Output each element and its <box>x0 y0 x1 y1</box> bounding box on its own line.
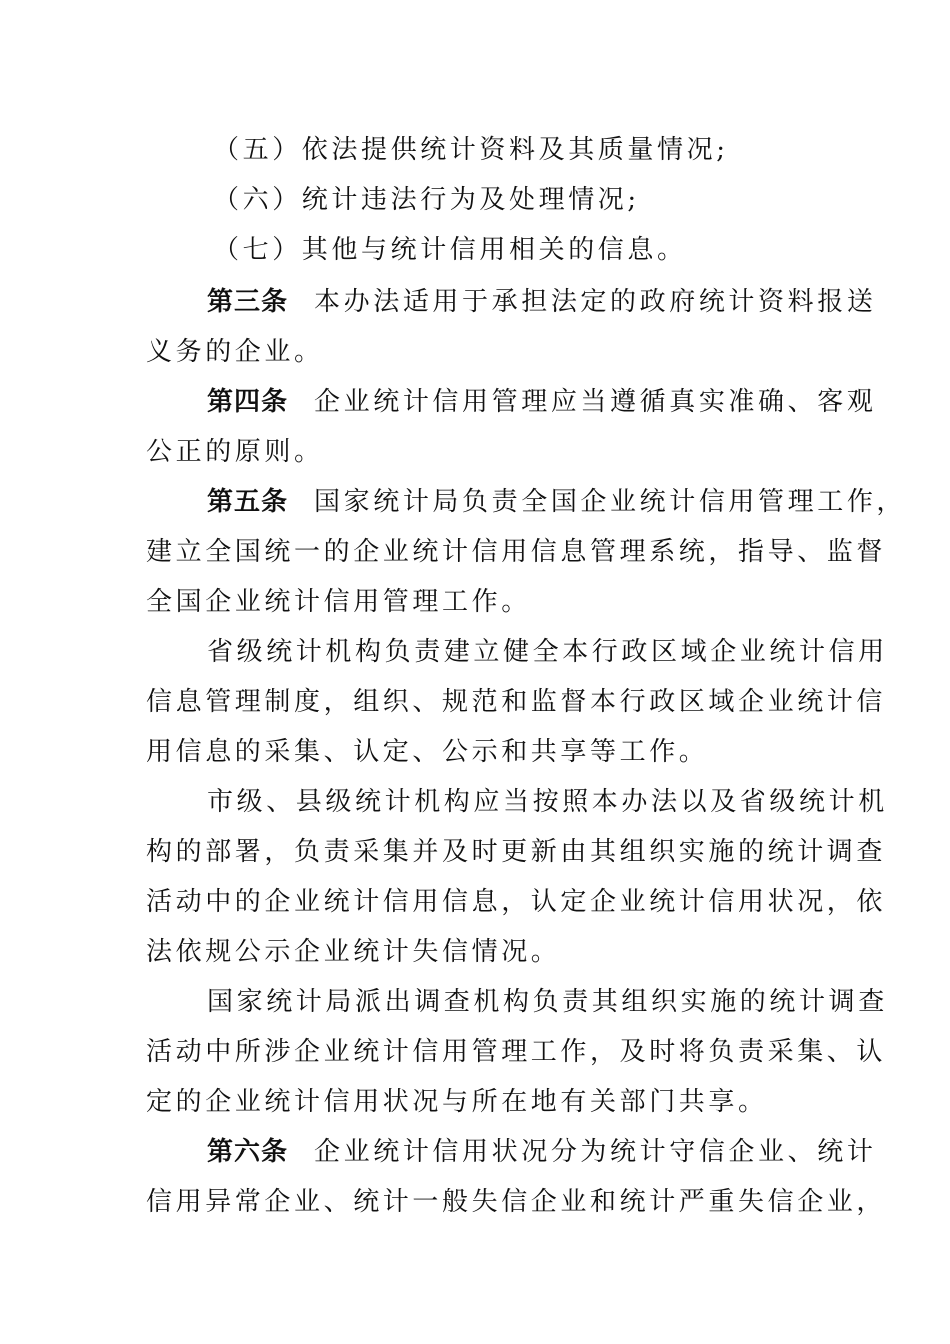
article-four <box>207 382 877 422</box>
dispatched-para-line-2: 活动中所涉企业统计信用管理工作，及时将负责采集、认 <box>146 1037 887 1067</box>
article-four-label: 第四条 <box>207 387 289 417</box>
article-five-text: 国家统计局负责全国企业统计信用管理工作， <box>314 487 907 517</box>
article-four-cont: 公正的原则。 <box>146 437 324 467</box>
article-six-label: 第六条 <box>207 1137 289 1167</box>
article-three-label: 第三条 <box>207 287 289 317</box>
article-six-text: 企业统计信用状况分为统计守信企业、统计 <box>314 1137 877 1167</box>
dispatched-para-line-1: 国家统计局派出调查机构负责其组织实施的统计调查 <box>207 987 888 1017</box>
municipal-para-line-3: 活动中的企业统计信用信息，认定企业统计信用状况，依 <box>146 887 887 917</box>
article-three <box>207 282 877 322</box>
municipal-para-line-1: 市级、县级统计机构应当按照本办法以及省级统计机 <box>207 787 888 817</box>
provincial-para-line-3: 用信息的采集、认定、公示和共享等工作。 <box>146 737 709 767</box>
article-six <box>207 1132 877 1172</box>
article-six-cont: 信用异常企业、统计一般失信企业和统计严重失信企业， <box>146 1187 887 1217</box>
article-five-cont-2: 全国企业统计信用管理工作。 <box>146 587 531 617</box>
dispatched-para-line-3: 定的企业统计信用状况与所在地有关部门共享。 <box>146 1087 768 1117</box>
municipal-para-line-2: 构的部署，负责采集并及时更新由其组织实施的统计调查 <box>146 837 887 867</box>
item-five: （五）依法提供统计资料及其质量情况; <box>213 135 729 165</box>
article-three-cont: 义务的企业。 <box>146 337 324 367</box>
provincial-para-line-2: 信息管理制度，组织、规范和监督本行政区域企业统计信 <box>146 687 887 717</box>
article-three-text: 本办法适用于承担法定的政府统计资料报送 <box>314 287 877 317</box>
item-seven: （七）其他与统计信用相关的信息。 <box>213 235 687 265</box>
municipal-para-line-4: 法依规公示企业统计失信情况。 <box>146 937 561 967</box>
article-four-text: 企业统计信用管理应当遵循真实准确、客观 <box>314 387 877 417</box>
article-five-cont-1: 建立全国统一的企业统计信用信息管理系统，指导、监督 <box>146 537 887 567</box>
article-five-label: 第五条 <box>207 487 289 517</box>
provincial-para-line-1: 省级统计机构负责建立健全本行政区域企业统计信用 <box>207 637 888 667</box>
article-five <box>207 482 907 522</box>
item-six: （六）统计违法行为及处理情况; <box>213 185 640 215</box>
